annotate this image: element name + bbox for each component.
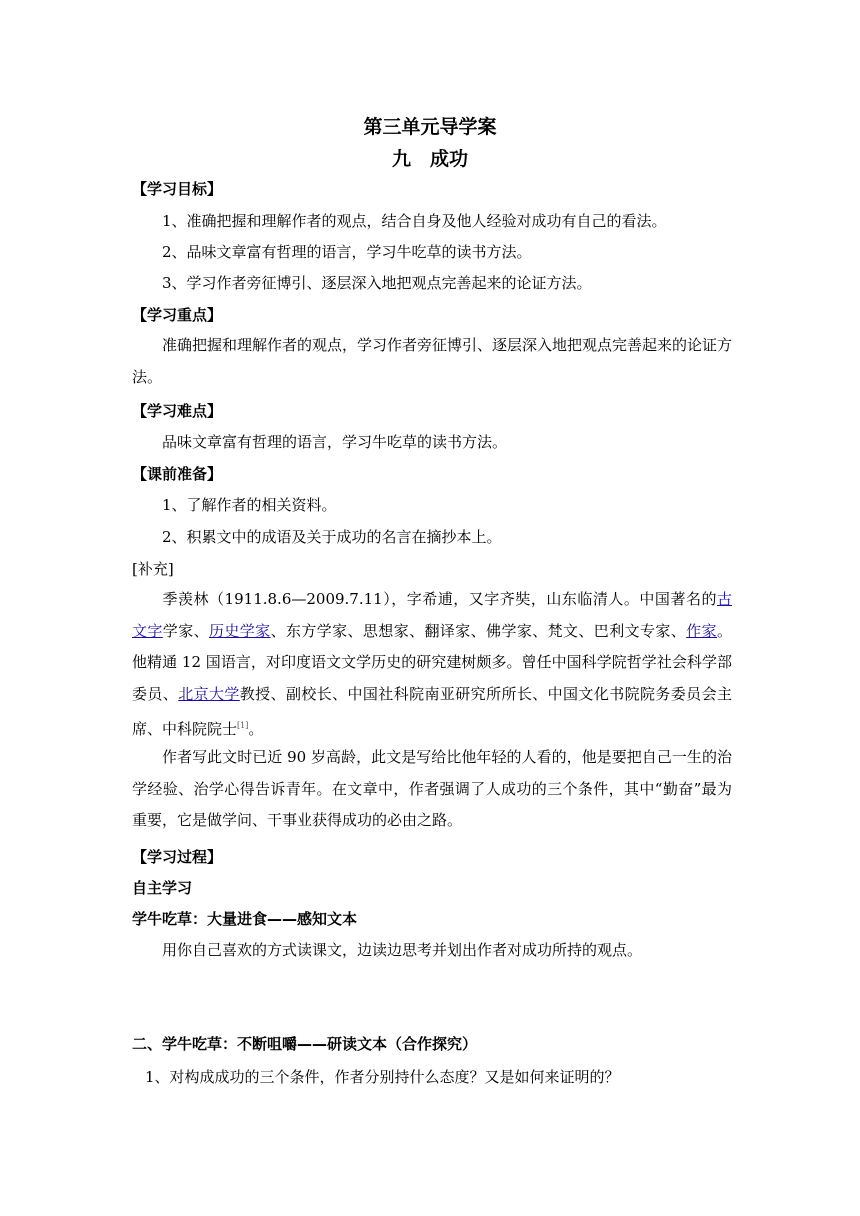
difficulties-heading: 【学习难点】 (132, 402, 223, 420)
bio-text-5: 教授、副校长、中国社科院南亚研究所所长、中国文化书院院务委员会主席、中科院院士 (132, 684, 732, 738)
objectives-heading: 【学习目标】 (132, 180, 223, 198)
key-points-body: 准确把握和理解作者的观点，学习作者旁征博引、逐层深入地把观点完善起来的论证方法。 (132, 336, 733, 386)
process-heading: 【学习过程】 (132, 848, 223, 866)
difficulties-text: 品味文章富有哲理的语言，学习牛吃草的读书方法。 (162, 433, 508, 451)
cow-grazing-text: 用你自己喜欢的方式读课文，边读边思考并划出作者对成功所持的观点。 (162, 941, 643, 959)
bio-text-3: 、东方学家、思想家、翻译家、佛学家、梵文、巴利文专家、 (270, 621, 687, 640)
objective-item-1: 1、准确把握和理解作者的观点，结合自身及他人经验对成功有自己的看法。 (162, 212, 667, 230)
part2-heading: 二、学牛吃草：不断咀嚼——研读文本（合作探究） (132, 1035, 478, 1053)
link-paleography[interactable]: 古文字 (132, 590, 732, 640)
objective-item-3: 3、学习作者旁征博引、逐层深入地把观点完善起来的论证方法。 (162, 274, 592, 292)
question-1: 1、对构成成功的三个条件，作者分别持什么态度？又是如何来证明的？ (145, 1068, 620, 1086)
bio-text-end: 。 (248, 720, 264, 738)
cow-grazing-heading: 学牛吃草：大量进食——感知文本 (132, 910, 358, 928)
document-title: 第三单元导学案 (363, 116, 497, 138)
link-historian[interactable]: 历史学家 (208, 621, 271, 640)
author-bio (132, 584, 732, 746)
bio-text-1: 季羡林（1911.8.6—2009.7.11），字希逋，又字齐奘，山东临清人。中国著名的 (162, 590, 717, 608)
link-writer[interactable]: 作家 (686, 621, 717, 640)
citation-marker[interactable]: [1] (237, 721, 249, 730)
self-study-heading: 自主学习 (132, 879, 193, 897)
author-note-text: 作者写此文时已近 90 岁高龄，此文是写给比他年轻的人看的，他是要把自己一生的治学经验、治学心得告诉青年。在文章中，作者强调了人成功的三个条件，其中“勤奋”最为重要，它是做学问、干事业获得成功的必由之路。 (132, 748, 732, 829)
key-points-heading: 【学习重点】 (132, 306, 223, 324)
author-note (132, 742, 732, 837)
bio-text-4: 。他精通 12 国语言，对印度语文文学历史的研究建树颇多。曾任中国科学院哲学社会科学部委员、 (132, 621, 732, 703)
supplement-heading: [补充] (132, 560, 174, 578)
objective-item-2: 2、品味文章富有哲理的语言，学习牛吃草的读书方法。 (162, 243, 532, 261)
preparation-item-2: 2、积累文中的成语及关于成功的名言在摘抄本上。 (162, 528, 502, 546)
preparation-item-1: 1、了解作者的相关资料。 (162, 496, 337, 514)
lesson-title: 九 成功 (391, 148, 468, 170)
preparation-heading: 【课前准备】 (132, 465, 223, 483)
bio-text-2: 学家、 (162, 621, 209, 640)
key-points-text (132, 330, 732, 393)
link-peking-university[interactable]: 北京大学 (178, 684, 240, 703)
